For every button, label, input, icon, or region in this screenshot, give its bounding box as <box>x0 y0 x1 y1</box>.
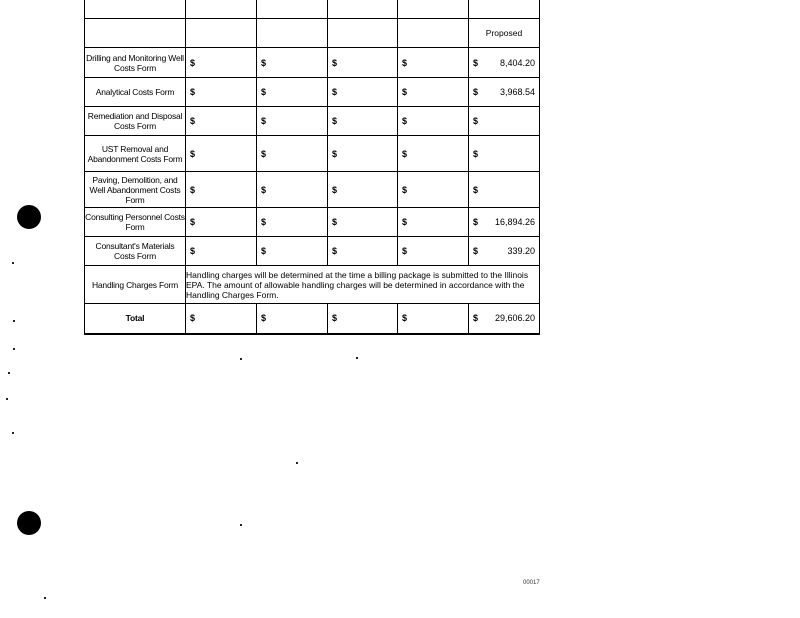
dollar-sign: $ <box>473 116 479 126</box>
amount-cell <box>257 304 328 334</box>
dollar-sign: $ <box>190 246 196 256</box>
row-label: Consultant's Materials Costs Form <box>85 237 186 266</box>
proposed-cell <box>469 107 540 136</box>
amount-cell <box>257 107 328 136</box>
proposed-amount: 29,606.20 <box>494 313 535 324</box>
page-code: 00017 <box>523 580 540 586</box>
table-row <box>85 172 540 208</box>
amount-cell <box>398 78 469 107</box>
table-row <box>85 136 540 172</box>
row-label: Consulting Personnel Costs Form <box>85 208 186 237</box>
table-row <box>85 107 540 136</box>
handling-charges-row <box>85 266 540 304</box>
dollar-sign: $ <box>261 184 267 195</box>
dollar-sign: $ <box>402 184 408 195</box>
amount-cell <box>328 48 398 78</box>
proposed-cell <box>469 136 540 172</box>
proposed-cell <box>469 78 540 107</box>
dollar-sign: $ <box>261 87 267 97</box>
dollar-sign: $ <box>261 57 267 68</box>
amount-cell <box>398 237 469 266</box>
amount-cell <box>257 136 328 172</box>
table-row <box>85 208 540 237</box>
dollar-sign: $ <box>402 246 408 256</box>
punch-hole-bottom <box>17 511 41 535</box>
dollar-sign: $ <box>402 87 408 97</box>
amount-cell <box>398 208 469 237</box>
proposed-cell <box>469 172 540 208</box>
dollar-sign: $ <box>332 148 338 159</box>
amount-cell <box>257 172 328 208</box>
amount-cell <box>257 48 328 78</box>
amount-cell <box>328 304 398 334</box>
handling-charges-note: Handling charges will be determined at the time a billing package is submitted to the Illinois EPA. The amount of allowable handling charges will be determined in accordance with the Handling Charges Form. <box>186 266 540 304</box>
amount-cell <box>328 237 398 266</box>
dollar-sign: $ <box>190 57 196 68</box>
dollar-sign: $ <box>402 148 408 159</box>
amount-cell <box>186 107 257 136</box>
dollar-sign: $ <box>190 217 196 227</box>
proposed-cell <box>469 48 540 78</box>
dollar-sign: $ <box>190 87 196 97</box>
dollar-sign: $ <box>402 313 408 324</box>
cost-summary-body <box>85 0 540 334</box>
dollar-sign: $ <box>190 116 196 126</box>
dollar-sign: $ <box>473 184 479 195</box>
amount-cell <box>328 208 398 237</box>
amount-cell <box>328 78 398 107</box>
amount-cell <box>257 237 328 266</box>
total-proposed-cell <box>469 304 540 334</box>
dollar-sign: $ <box>473 217 479 227</box>
amount-cell <box>186 172 257 208</box>
scan-speck <box>8 372 10 374</box>
row-label: UST Removal and Abandonment Costs Form <box>85 136 186 172</box>
row-label: Drilling and Monitoring Well Costs Form <box>85 48 186 78</box>
amount-cell <box>398 107 469 136</box>
scan-speck <box>44 597 46 599</box>
dollar-sign: $ <box>261 246 267 256</box>
dollar-sign: $ <box>473 246 479 256</box>
dollar-sign: $ <box>473 148 479 159</box>
table-row <box>85 78 540 107</box>
amount-cell <box>398 172 469 208</box>
dollar-sign: $ <box>402 217 408 227</box>
dollar-sign: $ <box>402 116 408 126</box>
dollar-sign: $ <box>190 184 196 195</box>
scan-speck <box>12 432 14 434</box>
row-label: Remediation and Disposal Costs Form <box>85 107 186 136</box>
scan-speck <box>6 398 8 400</box>
table-header-row <box>85 19 540 48</box>
dollar-sign: $ <box>332 217 338 227</box>
dollar-sign: $ <box>261 217 267 227</box>
table-row <box>85 48 540 78</box>
amount-cell <box>186 237 257 266</box>
dollar-sign: $ <box>402 57 408 68</box>
amount-cell <box>186 78 257 107</box>
amount-cell <box>398 136 469 172</box>
handling-charges-label: Handling Charges Form <box>85 266 186 304</box>
amount-cell <box>328 172 398 208</box>
dollar-sign: $ <box>332 184 338 195</box>
dollar-sign: $ <box>473 313 479 324</box>
proposed-cell <box>469 237 540 266</box>
dollar-sign: $ <box>332 57 338 68</box>
amount-cell <box>328 136 398 172</box>
total-label: Total <box>85 304 186 334</box>
scan-speck <box>13 320 15 322</box>
scan-speck <box>12 262 14 264</box>
dollar-sign: $ <box>332 116 338 126</box>
scan-speck <box>13 348 15 350</box>
dollar-sign: $ <box>261 148 267 159</box>
amount-cell <box>186 48 257 78</box>
amount-cell <box>398 48 469 78</box>
cost-summary-table <box>84 0 540 335</box>
amount-cell <box>257 78 328 107</box>
scan-speck <box>356 357 358 359</box>
proposed-amount: 8,404.20 <box>499 57 535 68</box>
amount-cell <box>398 304 469 334</box>
amount-cell <box>186 304 257 334</box>
proposed-column-header: Proposed <box>469 19 540 48</box>
scan-speck <box>296 462 298 464</box>
dollar-sign: $ <box>190 148 196 159</box>
proposed-amount: 3,968.54 <box>499 87 535 97</box>
proposed-amount: 339.20 <box>507 246 535 256</box>
dollar-sign: $ <box>261 313 267 324</box>
table-header-row-top <box>85 0 540 19</box>
dollar-sign: $ <box>190 313 196 324</box>
row-label: Paving, Demolition, and Well Abandonment Costs Form <box>85 172 186 208</box>
punch-hole-top <box>17 205 41 229</box>
total-row <box>85 304 540 334</box>
dollar-sign: $ <box>473 57 479 68</box>
row-label: Analytical Costs Form <box>85 78 186 107</box>
dollar-sign: $ <box>473 87 479 97</box>
dollar-sign: $ <box>261 116 267 126</box>
amount-cell <box>257 208 328 237</box>
scan-speck <box>240 358 242 360</box>
amount-cell <box>186 136 257 172</box>
amount-cell <box>328 107 398 136</box>
dollar-sign: $ <box>332 246 338 256</box>
proposed-cell <box>469 208 540 237</box>
dollar-sign: $ <box>332 313 338 324</box>
table-row <box>85 237 540 266</box>
dollar-sign: $ <box>332 87 338 97</box>
proposed-amount: 16,894.26 <box>494 217 535 227</box>
amount-cell <box>186 208 257 237</box>
scan-speck <box>240 524 242 526</box>
